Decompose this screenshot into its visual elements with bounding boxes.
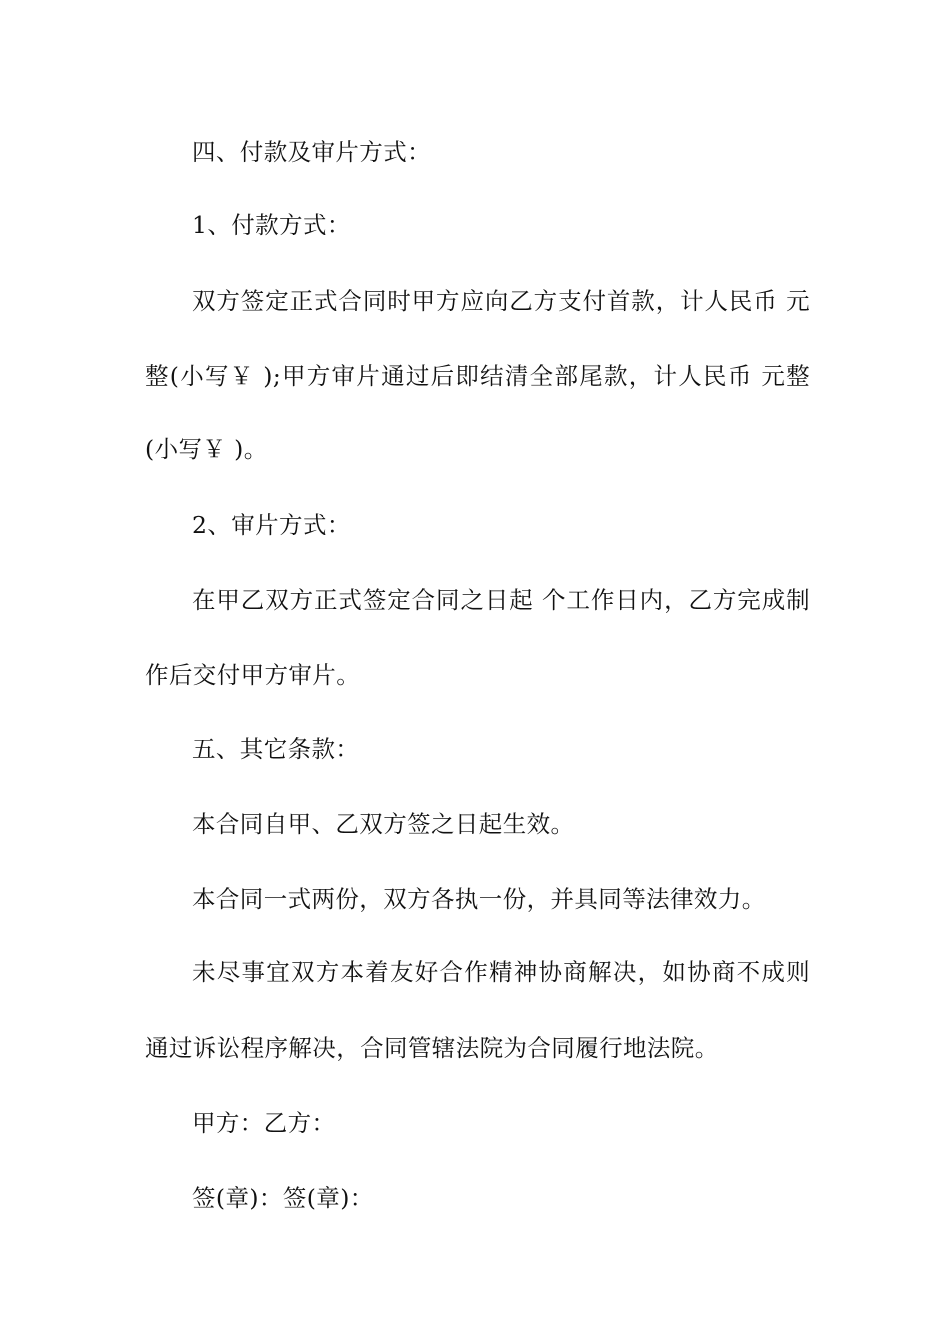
payment-text-line-1: 双方签定正式合同时甲方应向乙方支付首款，计人民币 元 xyxy=(192,287,810,315)
review-method-heading: 2、审片方式： xyxy=(192,511,351,539)
review-text-line-2: 作后交付甲方审片。 xyxy=(145,661,361,689)
clause-dispute-line-1: 未尽事宜双方本着友好合作精神协商解决，如协商不成则 xyxy=(192,958,810,986)
signature-line: 签(章)：签(章)： xyxy=(192,1184,374,1212)
parties-line: 甲方：乙方： xyxy=(192,1109,336,1137)
payment-text-line-3: (小写￥ )。 xyxy=(145,435,268,463)
payment-text-line-2: 整(小写￥ );甲方审片通过后即结清全部尾款，计人民币 元整 xyxy=(145,362,810,390)
clause-copies: 本合同一式两份，双方各执一份，并具同等法律效力。 xyxy=(192,885,766,913)
clause-effective: 本合同自甲、乙双方签之日起生效。 xyxy=(192,810,575,838)
section-four-heading: 四、付款及审片方式： xyxy=(192,138,431,166)
section-five-heading: 五、其它条款： xyxy=(192,735,360,763)
clause-dispute-line-2: 通过诉讼程序解决，合同管辖法院为合同履行地法院。 xyxy=(145,1034,719,1062)
review-text-line-1: 在甲乙双方正式签定合同之日起 个工作日内，乙方完成制 xyxy=(192,586,810,614)
payment-method-heading: 1、付款方式： xyxy=(192,211,351,239)
